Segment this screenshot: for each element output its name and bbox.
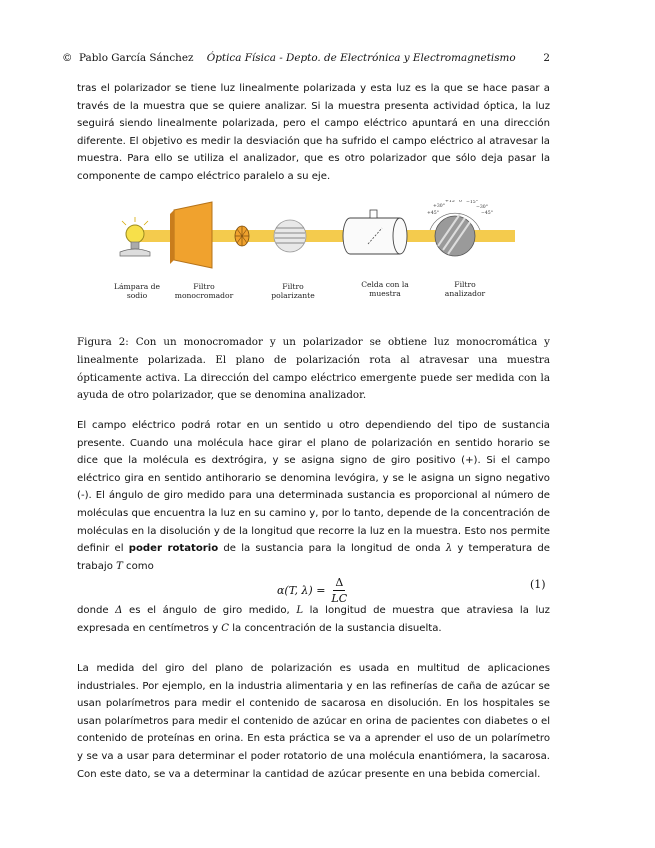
scale-mark-m45: −45°	[481, 211, 493, 216]
scale-mark-p15: +15°	[445, 200, 457, 204]
scale-mark-p30: +30°	[433, 204, 445, 209]
applications-paragraph: La medida del giro del plano de polarización es usada en multitud de aplicaciones industriales. Por ejemplo, en la industria alimentaria y en las refinerías de caña de azúcar se usan polarímetros para medir el contenido de sacarosa en disolución. En los hospitales se usan polarímetros para medir el contenido de azúcar en orina de pacientes con diabetes o el contenido de proteínas en orina. En esta práctica se va a aprender el uso de un polarímetro y se va a usar para determinar el poder rotatorio de una molécula enantiómera, la sacarosa. Con este dato, se va a determinar la cantidad de azúcar presente en una bebida comercial.	[77, 663, 550, 780]
copyright-symbol: ©	[62, 52, 73, 64]
para3-text-d: la concentración de la sustancia disuelta.	[229, 622, 442, 634]
cell-label: Celda con la muestra	[361, 280, 409, 298]
definition-paragraph	[77, 602, 550, 637]
header-author: Pablo García Sánchez	[79, 52, 194, 64]
polarizer-filter-icon	[274, 220, 306, 252]
running-header	[62, 52, 550, 66]
header-left	[62, 52, 516, 64]
para3-text-a: donde	[77, 605, 116, 616]
scale-mark-m30: −30°	[476, 205, 488, 210]
rotatory-power-term: poder rotatorio	[128, 543, 219, 555]
monochromator-filter-icon	[170, 202, 212, 268]
para2-text-c: y temperatura de trabajo	[77, 543, 551, 572]
equation-body	[277, 576, 347, 605]
rotation-paragraph	[77, 417, 550, 575]
equation-denominator: LC	[331, 592, 348, 605]
para2-text-b: de la sustancia para la longitud de onda	[218, 543, 446, 555]
monochromator-label: Filtro monocromador	[174, 282, 234, 300]
polarizer-label: Filtro polarizante	[271, 282, 315, 300]
length-symbol: L	[296, 605, 304, 616]
sample-cell-icon	[343, 210, 407, 254]
delta-symbol: Δ	[115, 605, 123, 616]
analyzer-label: Filtro analizador	[444, 280, 486, 298]
para3-text-c: la longitud de muestra que atraviesa la luz expresada en centímetros y	[77, 605, 550, 634]
analyzer-filter-icon	[430, 213, 480, 256]
figure-caption: Figura 2: Con un monocromador y un polarizador se obtiene luz monocromática y linealmente polarizada. El plano de polarización rota al atravesar una muestra ópticamente activa. La dirección del campo eléctrico emergente puede ser medida con la ayuda de otro polarizador, que se denomina analizador.	[77, 336, 550, 402]
grating-disc-icon	[235, 226, 249, 246]
scale-mark-p45: +45°	[427, 211, 439, 216]
para2-text-a: El campo eléctrico podrá rotar en un sentido u otro dependiendo del tipo de sustancia presente. Cuando una molécula hace girar el plano de polarización en sentido horario se dice que la molécula es dextrógira, y se asigna signo de giro positivo (+). Si el campo eléctrico gira en sentido antihorario se denomina levógira, y se le asigna un signo negativo (-). El ángulo de giro medido para una determinada sustancia es proporcional al número de moléculas que encuentra la luz en su camino y, por lo tanto, depende de la concentración de moléculas en la disolución y de la longitud que recorre la luz en la muestra. Esto nos permite definir el	[77, 420, 550, 555]
lamp-label: Lámpara de sodio	[113, 282, 161, 300]
lambda-symbol: λ	[445, 543, 453, 555]
polarimeter-figure	[100, 200, 520, 310]
page-number: 2	[543, 52, 550, 64]
para2-text-d: como	[122, 560, 154, 572]
equation-lhs: α(T, λ) =	[277, 584, 326, 597]
equation-number: (1)	[530, 578, 546, 591]
scale-mark-m15: −15°	[466, 200, 478, 205]
header-course: Óptica Física - Depto. de Electrónica y Electromagnetismo	[206, 52, 516, 64]
equation-fraction	[331, 576, 347, 605]
intro-paragraph: tras el polarizador se tiene luz linealmente polarizada y esta luz es la que se hace pasar a través de la muestra que se quiere analizar. Si la muestra presenta actividad óptica, la luz seguirá siendo linealmente polarizada, pero el campo eléctrico apuntará en una dirección diferente. El objetivo es medir la desviación que ha sufrido el campo eléctrico al atravesar la muestra. Para ello se utiliza el analizador, que es otro polarizador que sólo deja pasar la componente de campo eléctrico paralelo a su eje.	[77, 83, 550, 182]
scale-mark-zero: 0	[459, 200, 462, 204]
temperature-symbol: T	[116, 560, 123, 572]
para3-text-b: es el ángulo de giro medido,	[122, 605, 297, 616]
concentration-symbol: C	[221, 622, 230, 634]
equation-numerator: Δ	[335, 576, 344, 589]
